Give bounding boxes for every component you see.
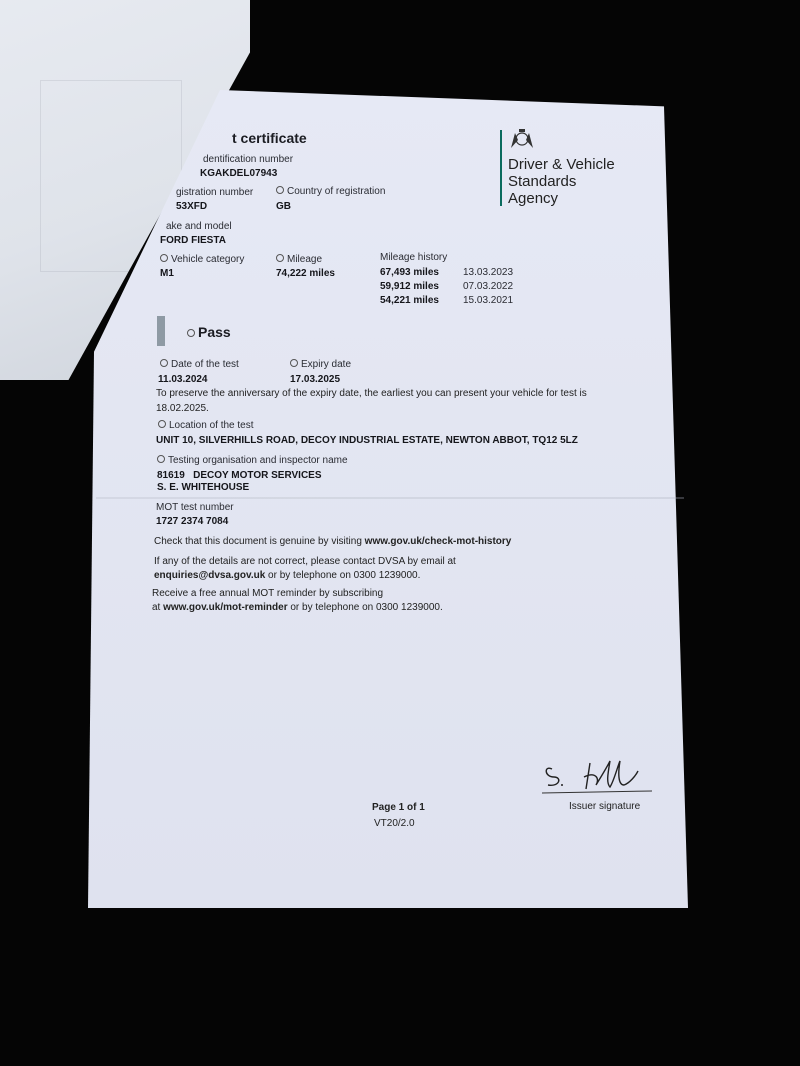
registration-label: gistration number (176, 187, 254, 198)
category-label (160, 254, 244, 265)
category-label-text: Vehicle category (171, 254, 245, 265)
pass-status-bar (157, 316, 165, 346)
reminder-phone-text: or by telephone on 0300 1239000. (287, 602, 443, 613)
dvsa-email-link[interactable]: enquiries@dvsa.gov.uk (154, 570, 266, 581)
contact-line-1: If any of the details are not correct, please contact DVSA by email at (154, 556, 456, 567)
agency-accent-line (500, 130, 502, 206)
country-label (276, 186, 385, 197)
mileage-label-text: Mileage (287, 254, 323, 265)
mileage-history-label: Mileage history (380, 252, 448, 263)
reminder-line-2 (152, 602, 443, 613)
history-miles-3: 54,221 miles (380, 295, 439, 306)
history-miles-2: 59,912 miles (380, 281, 439, 292)
country-value: GB (276, 201, 291, 212)
anniversary-note-line-2: 18.02.2025. (156, 403, 209, 414)
location-label-text: Location of the test (169, 420, 254, 431)
country-icon (276, 186, 284, 194)
agency-line-3: Agency (508, 190, 559, 207)
royal-crest-icon (508, 128, 536, 150)
history-date-2: 07.03.2022 (463, 281, 514, 292)
contact-phone-text: or by telephone on 0300 1239000. (265, 570, 421, 581)
contact-line-2 (154, 570, 420, 581)
test-date-value: 11.03.2024 (158, 374, 208, 385)
mot-reminder-link[interactable]: www.gov.uk/mot-reminder (163, 602, 288, 613)
calendar-icon (160, 359, 168, 367)
expiry-icon (290, 359, 298, 367)
expiry-label-text: Expiry date (301, 359, 352, 370)
history-miles-1: 67,493 miles (380, 267, 439, 278)
organisation-value: 81619 DECOY MOTOR SERVICES (157, 470, 322, 481)
page-number: Page 1 of 1 (372, 802, 425, 813)
agency-name (508, 156, 615, 207)
location-value: UNIT 10, SILVERHILLS ROAD, DECOY INDUSTRIAL ESTATE, NEWTON ABBOT, TQ12 5LZ (156, 435, 578, 446)
mot-number-label: MOT test number (156, 502, 234, 513)
history-date-1: 13.03.2023 (463, 267, 514, 278)
registration-value: 53XFD (176, 201, 208, 212)
test-date-label (160, 359, 239, 370)
location-icon (158, 420, 166, 428)
issuer-signature-label: Issuer signature (569, 801, 641, 812)
history-date-3: 15.03.2021 (463, 295, 514, 306)
anniversary-note-line-1: To preserve the anniversary of the expiry date, the earliest you can present your vehicle for test is (156, 388, 587, 399)
test-date-label-text: Date of the test (171, 359, 239, 370)
agency-line-2: Standards (508, 173, 577, 190)
check-text: Check that this document is genuine by visiting (154, 536, 365, 547)
paper-fold-line (96, 497, 684, 499)
pass-status-text: Pass (198, 324, 231, 340)
check-genuine-text (154, 536, 511, 547)
vin-label: dentification number (203, 154, 294, 165)
issuer-signature-image (540, 755, 655, 800)
expiry-label (290, 359, 351, 370)
mileage-icon (276, 254, 284, 262)
country-label-text: Country of registration (287, 186, 386, 197)
organisation-label-text: Testing organisation and inspector name (168, 455, 348, 466)
category-value: M1 (160, 268, 174, 279)
mot-number-value: 1727 2374 7084 (156, 516, 229, 527)
mileage-label (276, 254, 322, 265)
make-value: FORD FIESTA (160, 235, 226, 246)
reminder-line-1: Receive a free annual MOT reminder by subscribing (152, 588, 384, 599)
vin-value: KGAKDEL07943 (200, 168, 278, 179)
form-code: VT20/2.0 (374, 818, 415, 829)
organisation-icon (157, 455, 165, 463)
certificate-title: t certificate (232, 130, 307, 146)
make-label: ake and model (166, 221, 232, 232)
mileage-value: 74,222 miles (276, 268, 335, 279)
agency-line-1: Driver & Vehicle (508, 156, 615, 173)
category-icon (160, 254, 168, 262)
expiry-value: 17.03.2025 (290, 374, 341, 385)
status-icon (187, 329, 195, 337)
pass-status (187, 324, 231, 340)
location-label (158, 420, 254, 431)
reminder-at: at (152, 602, 164, 613)
check-mot-history-link[interactable]: www.gov.uk/check-mot-history (364, 536, 512, 547)
inspector-name: S. E. WHITEHOUSE (157, 482, 250, 493)
organisation-label (157, 455, 348, 466)
